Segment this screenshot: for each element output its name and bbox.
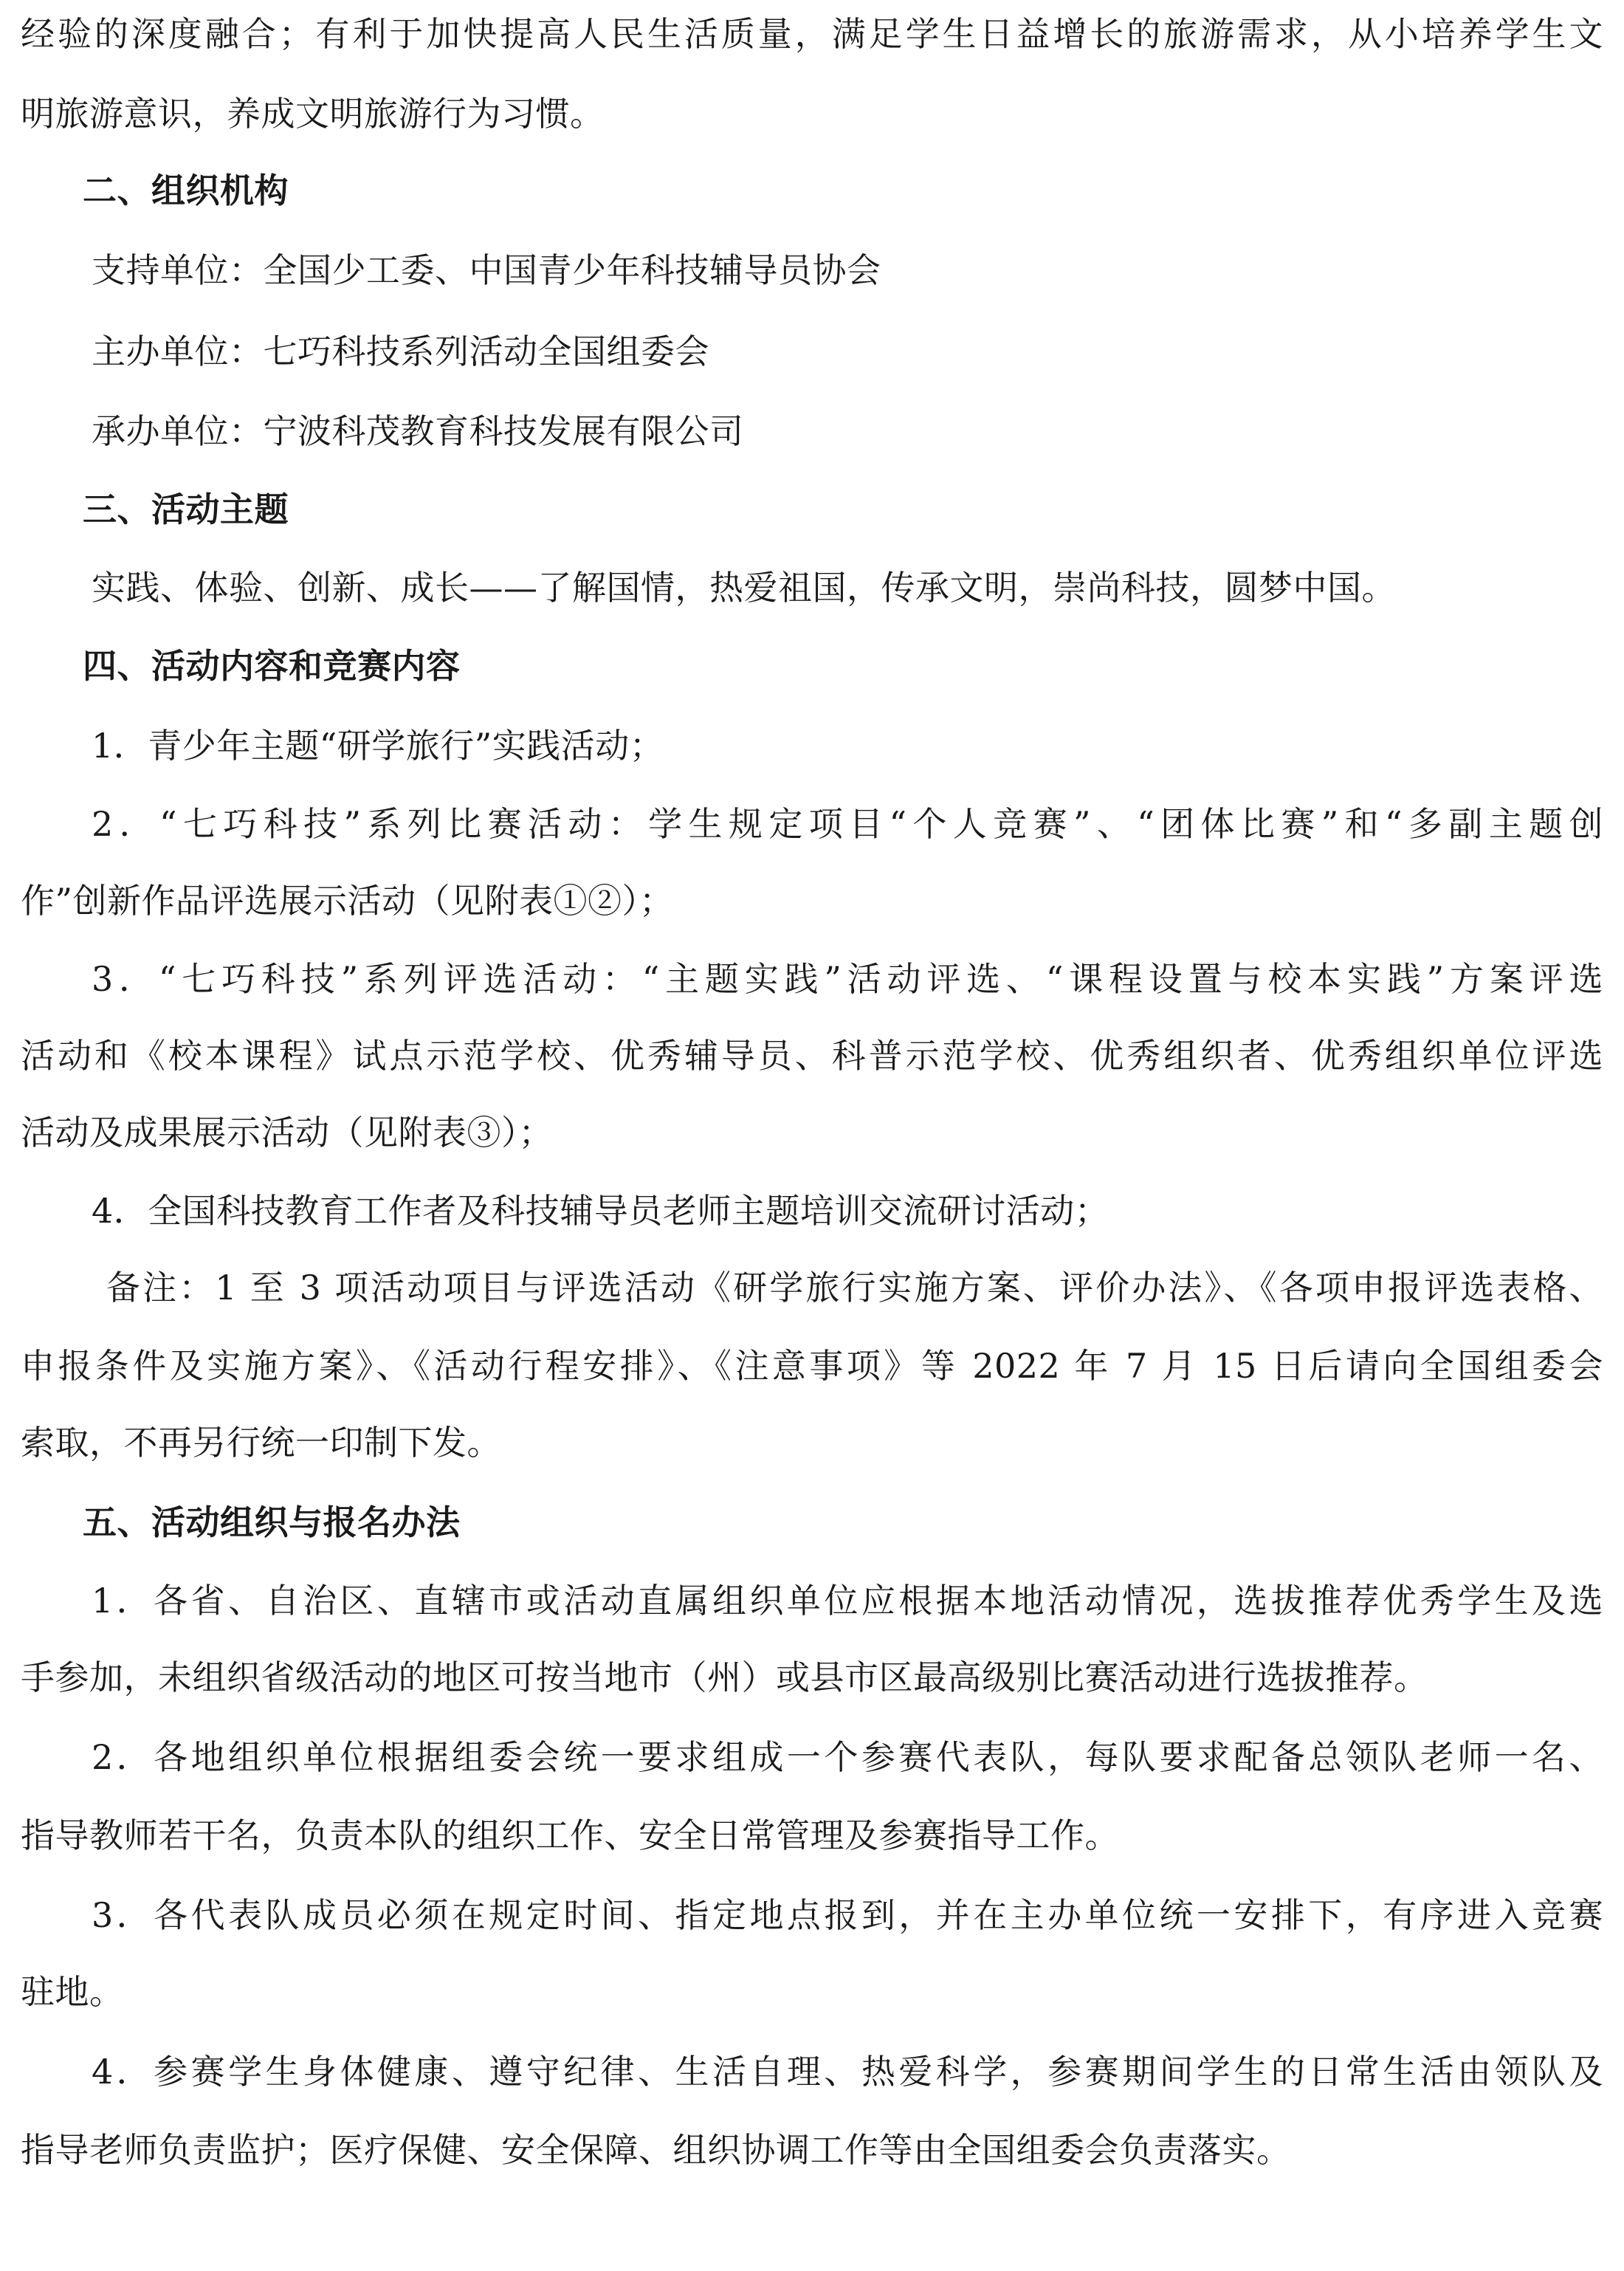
paragraph-line: 活动及成果展示活动（见附表③）； bbox=[21, 1113, 553, 1152]
paragraph-line: 实践、体验、创新、成长——了解国情，热爱祖国，传承文明，崇尚科技，圆梦中国。 bbox=[92, 568, 1396, 608]
paragraph-line: 驻地。 bbox=[21, 1972, 124, 2012]
list-item: 2．“七巧科技”系列比赛活动：学生规定项目“个人竞赛”、“团体比赛”和“多副主题创 bbox=[92, 804, 1603, 844]
list-item: 3．“七巧科技”系列评选活动：“主题实践”活动评选、“课程设置与校本实践”方案评选 bbox=[92, 959, 1603, 999]
section-heading: 三、活动主题 bbox=[83, 489, 289, 529]
paragraph-line: 作”创新作品评选展示活动（见附表①②）； bbox=[21, 881, 674, 921]
paragraph-line: 活动和《校本课程》试点示范学校、优秀辅导员、科普示范学校、优秀组织者、优秀组织单位评选 bbox=[21, 1036, 1603, 1076]
list-item: 3．各代表队成员必须在规定时间、指定地点报到，并在主办单位统一安排下，有序进入竞赛 bbox=[92, 1895, 1603, 1935]
paragraph-line: 支持单位：全国少工委、中国青少年科技辅导员协会 bbox=[92, 250, 881, 290]
paragraph-line: 明旅游意识，养成文明旅游行为习惯。 bbox=[21, 94, 605, 134]
section-heading: 四、活动内容和竞赛内容 bbox=[83, 646, 461, 686]
paragraph-line: 经验的深度融合；有利于加快提高人民生活质量，满足学生日益增长的旅游需求，从小培养学生文 bbox=[21, 14, 1603, 54]
section-heading: 五、活动组织与报名办法 bbox=[83, 1502, 461, 1542]
list-item: 4．全国科技教育工作者及科技辅导员老师主题培训交流研讨活动； bbox=[92, 1191, 1109, 1231]
list-item: 4．参赛学生身体健康、遵守纪律、生活自理、热爱科学，参赛期间学生的日常生活由领队及 bbox=[92, 2052, 1603, 2092]
paragraph-line: 指导教师若干名，负责本队的组织工作、安全日常管理及参赛指导工作。 bbox=[21, 1815, 1119, 1855]
note-line: 备注：1 至 3 项活动项目与评选活动《研学旅行实施方案、评价办法》、《各项申报评选表格、 bbox=[106, 1268, 1603, 1308]
list-item: 2．各地组织单位根据组委会统一要求组成一个参赛代表队，每队要求配备总领队老师一名、 bbox=[92, 1737, 1603, 1777]
paragraph-line: 主办单位：七巧科技系列活动全国组委会 bbox=[92, 331, 709, 371]
note-line: 索取，不再另行统一印制下发。 bbox=[21, 1423, 501, 1463]
section-heading: 二、组织机构 bbox=[83, 171, 289, 210]
note-line: 申报条件及实施方案》、《活动行程安排》、《注意事项》等 2022 年 7 月 15 日后请向全国组委会 bbox=[21, 1346, 1603, 1386]
paragraph-line: 承办单位：宁波科茂教育科技发展有限公司 bbox=[92, 411, 744, 451]
list-item: 1．各省、自治区、直辖市或活动直属组织单位应根据本地活动情况，选拔推荐优秀学生及选 bbox=[92, 1581, 1603, 1621]
paragraph-line: 手参加，未组织省级活动的地区可按当地市（州）或县市区最高级别比赛活动进行选拔推荐。 bbox=[21, 1657, 1428, 1697]
list-item: 1．青少年主题“研学旅行”实践活动； bbox=[92, 726, 664, 766]
paragraph-line: 指导老师负责监护；医疗保健、安全保障、组织协调工作等由全国组委会负责落实。 bbox=[21, 2130, 1291, 2170]
